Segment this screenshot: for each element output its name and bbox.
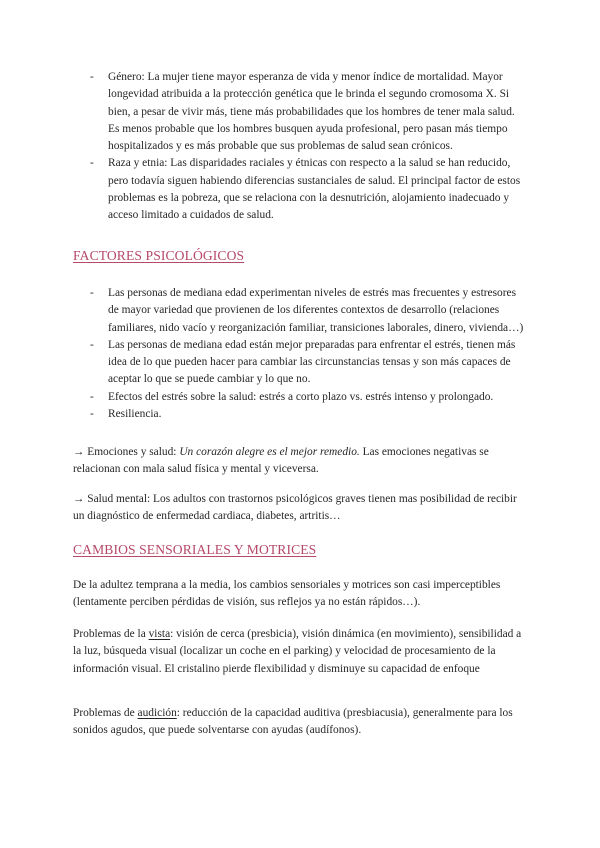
health-factors-list xyxy=(87,69,527,225)
list-item xyxy=(87,389,527,406)
list-item-text: Resiliencia. xyxy=(108,408,162,421)
list-item xyxy=(87,406,527,423)
emotions-quote: Un corazón alegre es el mejor remedio. xyxy=(179,446,360,458)
sensorial-intro-paragraph: De la adultez temprana a la media, los cambios sensoriales y motrices son casi imperceptibles (lentamente perciben pérdidas de visión, sus reflejos ya no están rápidos…). xyxy=(73,579,501,609)
hearing-prefix: Problemas de xyxy=(73,707,138,719)
section-heading-sensorial: CAMBIOS SENSORIALES Y MOTRICES xyxy=(73,542,317,557)
vision-paragraph xyxy=(73,626,528,678)
list-item-race xyxy=(87,155,527,224)
mental-health-paragraph: → Salud mental: Los adultos con trastornos psicológicos graves tienen mas posibilidad de recibir un diagnóstico de enfermedad cardiaca, diabetes, artritis… xyxy=(73,493,517,523)
list-item-text: Género: La mujer tiene mayor esperanza de vida y menor índice de mortalidad. Mayor longevidad atribuida a la protección genética que le brinda el segundo cromosoma X. Si bien, a pesar de vivir más, tiene más probabilidades que los hombres de tener mala salud. Es menos probable que los hombres busquen ayuda profesional, pero pasan más tiempo hospitalizados y es más probable que sus problemas de salud sean crónicos. xyxy=(108,71,515,153)
list-item-text: Las personas de mediana edad experimentan niveles de estrés mas frecuentes y estresores de mayor variedad que provienen de los diferentes contextos de desarrollo (relaciones familiares, nido vacío y reorganización familiar, transiciones laborales, dinero, vivienda…) xyxy=(108,287,524,334)
list-item-text: Efectos del estrés sobre la salud: estrés a corto plazo vs. estrés intenso y prolongado. xyxy=(108,390,494,403)
list-bullet: - xyxy=(90,71,94,83)
list-bullet: - xyxy=(90,408,94,421)
list-bullet: - xyxy=(90,157,94,170)
list-item xyxy=(87,337,527,389)
vision-term: vista xyxy=(148,628,171,640)
hearing-paragraph xyxy=(73,705,528,740)
hearing-term: audición xyxy=(137,707,177,719)
list-item-gender xyxy=(87,69,527,155)
list-item-text: Raza y etnia: Las disparidades raciales y étnicas con respecto a la salud se han reducido, pero todavía siguen habiendo diferencias sustanciales de salud. El principal factor de estos problemas es la pobreza, que se relaciona con la desnutrición, alojamiento inadecuado y acceso limitado a cuidados de salud. xyxy=(108,157,521,222)
emotions-prefix: → Emociones y salud: xyxy=(73,446,180,458)
list-bullet: - xyxy=(90,338,94,351)
list-bullet: - xyxy=(90,287,94,299)
psychological-factors-list xyxy=(87,285,527,423)
list-bullet: - xyxy=(90,390,94,403)
vision-prefix: Problemas de la xyxy=(73,628,149,640)
section-heading-psychological: FACTORES PSICOLÓGICOS xyxy=(73,248,245,263)
emotions-paragraph xyxy=(73,444,528,479)
list-item xyxy=(87,285,527,337)
list-item-text: Las personas de mediana edad están mejor preparadas para enfrentar el estrés, tienen más idea de lo que pueden hacer para cambiar las circunstancias tensas y son más capaces de aceptar lo que se puede cambiar y lo que no. xyxy=(108,338,516,386)
hearing-text: : reducción de la capacidad auditiva (presbiacusia), generalmente para los sonidos agudos, que puede solventarse con ayudas (audífonos). xyxy=(73,707,513,737)
emotions-text: Las emociones negativas se relacionan con mala salud física y mental y viceversa. xyxy=(73,446,489,476)
vision-text: : visión de cerca (presbicia), visión dinámica (en movimiento), sensibilidad a la luz, búsqueda visual (localizar un coche en el parking) y velocidad de procesamiento de la información visual. El cristalino pierde flexibilidad y disminuye su capacidad de enfoque xyxy=(73,628,522,675)
